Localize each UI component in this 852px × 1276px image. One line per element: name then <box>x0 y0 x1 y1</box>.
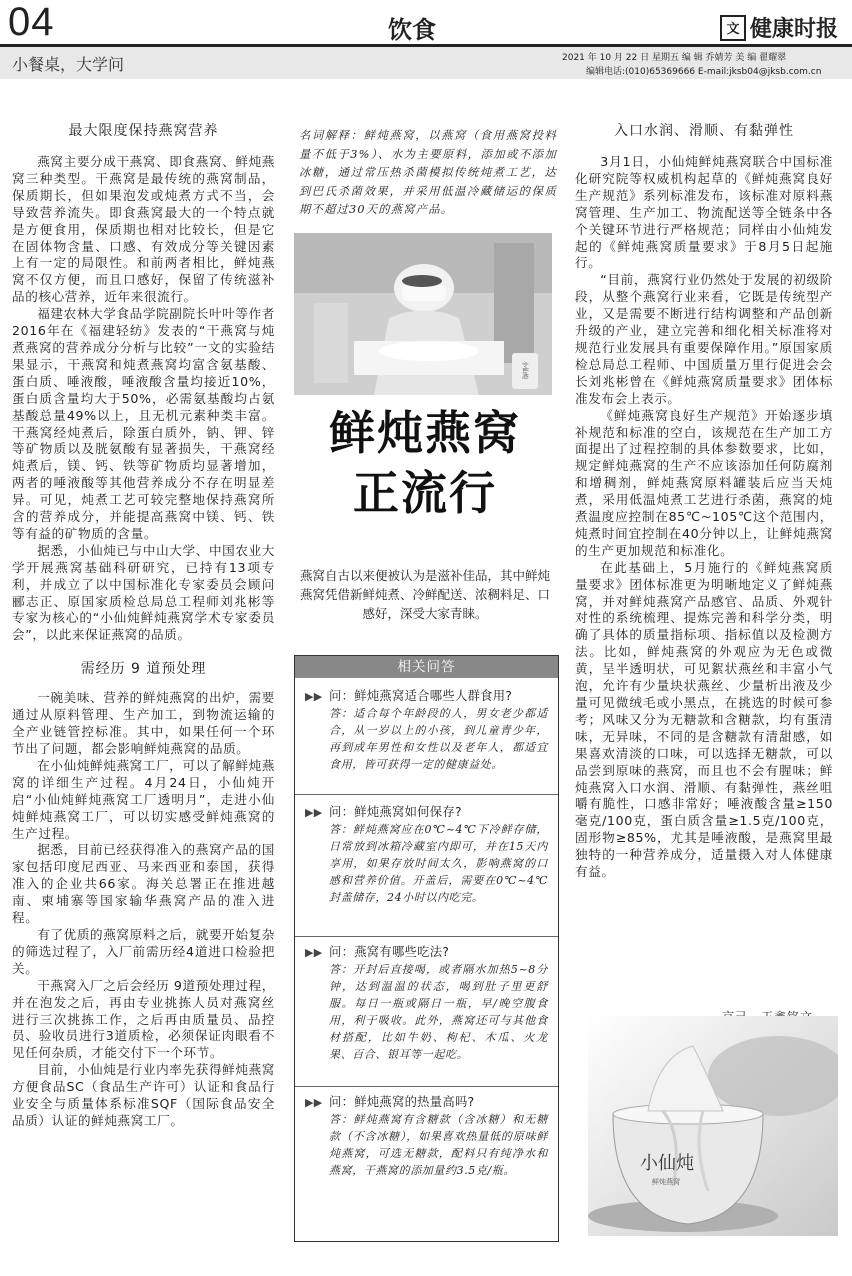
bottle-sublabel: 鲜炖燕窝 <box>652 1178 680 1186</box>
bottle-label: 小仙炖 <box>640 1153 694 1174</box>
column-right <box>575 120 833 881</box>
headline-line2: 正流行 <box>353 466 497 520</box>
paragraph: 一碗美味、营养的鲜炖燕窝的出炉，需要通过从原料管理、生产加工，到物流运输的全产业链管控标准。其中，如果任何一个环节出了问题，都会影响鲜炖燕窝的品质。 <box>12 690 275 756</box>
arrow-right-icon: ▶▶ <box>305 806 323 819</box>
paragraph: 在小仙炖鲜炖燕窝工厂，可以了解鲜炖燕窝的详细生产过程。4月24日，小仙炖开启“小仙炖鲜炖燕窝工厂透明月”，走进小仙炖鲜炖燕窝工厂，可以切实感受鲜炖燕窝的生产过程。 <box>12 757 275 841</box>
paragraph: 燕窝主要分成干燕窝、即食燕窝、鲜炖燕窝三种类型。干燕窝是最传统的燕窝制品，保质期长，但如果泡发或炖煮方式不当，会导致营养流失。即食燕窝最大的一个特点就是方便食用，保质期也相对比较长，但是它在固体物含量、口感、有效成分等关键因素上有一定的局限性。和前两者相比，鲜炖燕窝不仅方便，而且口感好，保留了传统滋补品的核心营养，近年来很流行。 <box>12 154 275 305</box>
paragraph: 福建农林大学食品学院副院长叶叶等作者2016年在《福建轻纺》发表的“干燕窝与炖煮燕窝的营养成分分析与比较”一文的实验结果显示，干燕窝和炖煮燕窝均富含氨基酸、蛋白质、唾液酸，唾液酸含量均接近10%，蛋白质含量均大于50%，必需氨基酸均占氨基酸总量49%以上，且无机元素种类丰富。干燕窝经炖煮后，除蛋白质外，钠、钾、锌等矿物质以及胱氨酸有显著损失，干燕窝经炖煮后，镁、钙、铁等矿物质均显著增加，两者的唾液酸等其他营养成分不存在明显差异。可见，炖煮工艺可较完整地保持燕窝所含的营养成分，并能提高燕窝中镁、钙、铁等有益的矿物质的含量。 <box>12 306 275 541</box>
headline <box>300 403 550 523</box>
qa-divider <box>295 1086 558 1087</box>
page-number: 04 <box>8 0 55 44</box>
headline-deck: 燕窝自古以来便被认为是滋补佳品，其中鲜炖燕窝凭借新鲜炖煮、冷鲜配送、浓稠料足、口感好，深受大家青睐。 <box>300 568 551 621</box>
editor-contact: 编辑电话:(010)65369666 E-mail:jksb04@jksb.com.cn <box>586 67 822 77</box>
page-subtitle: 小餐桌，大学问 <box>12 55 125 74</box>
paragraph: 干燕窝入厂之后会经历 9道预处理过程，并在泡发之后，再由专业挑拣人员对燕窝丝进行三次挑拣工作，之后再由质量员、品控员、验收员进行3道质检，必须保证肉眼看不见任何杂质，才能交付下一个环节。 <box>12 977 275 1061</box>
qa-divider <box>295 794 558 795</box>
qa-question: ▶▶ 问：鲜炖燕窝的热量高吗? <box>305 1095 475 1109</box>
factory-worker-photo <box>294 233 552 395</box>
definition-note: 名词解释：鲜炖燕窝，以燕窝（食用燕窝投料量不低于3%）、水为主要原料，添加或不添加冰糖，通过常压热杀菌模拟传统炖煮工艺，达到巴氏杀菌效果，并采用低温冷藏储运的保质期不超过30天的燕窝产品。 <box>299 129 557 216</box>
qa-title: 相关问答 <box>295 656 558 678</box>
svg-text:小仙炖: 小仙炖 <box>521 361 528 380</box>
arrow-right-icon: ▶▶ <box>305 1096 323 1109</box>
qa-question: ▶▶ 问：鲜炖燕窝适合哪些人群食用? <box>305 689 513 703</box>
paragraph: 据悉，目前已经获得准入的燕窝产品的国家包括印度尼西亚、马来西亚和泰国，获得准入的企业共66家。海关总署正在推进越南、柬埔寨等国家输华燕窝产品的准入进程。 <box>12 842 275 926</box>
qa-question: ▶▶ 问：燕窝有哪些吃法? <box>305 945 450 959</box>
paragraph: “目前，燕窝行业仍然处于发展的初级阶段，从整个燕窝行业来看，它既是传统型产业，又是需要不断进行结构调整和产品创新升级的产业，建立完善和细化相关标准将对规范行业发展具有重要保障作用。”原国家质检总局总工程师、中国质量万里行促进会会长刘兆彬曾在《鲜炖燕窝质量要求》团体标准发布会上表示。 <box>575 272 833 406</box>
paragraph: 3月1日，小仙炖鲜炖燕窝联合中国标准化研究院等权威机构起草的《鲜炖燕窝良好生产规范》系列标准发布，该标准对原料燕窝管理、生产加工、物流配送等全链条中各个关键环节进行严格规范；同样由小仙炖发起的《鲜炖燕窝质量要求》于8月5日起施行。 <box>575 154 833 271</box>
qa-answer: 答：鲜炖燕窝有含糖款（含冰糖）和无糖款（不含冰糖），如果喜欢热量低的原味鲜炖燕窝，可选无糖款，配料只有纯净水和燕窝，干燕窝的添加量约3.5克/瓶。 <box>329 1113 548 1177</box>
qa-box <box>294 655 559 1242</box>
arrow-right-icon: ▶▶ <box>305 946 323 959</box>
qa-question: ▶▶ 问：鲜炖燕窝如何保存? <box>305 805 462 819</box>
section-title: 饮食 <box>388 15 436 44</box>
logo-icon: 文 <box>720 15 746 41</box>
paragraph: 据悉，小仙炖已与中山大学、中国农业大学开展燕窝基础科研研究，已持有13项专利，并成立了以中国标准化专家委员会顾问郦志正、原国家质检总局总工程师刘兆彬等专家为核心的“小仙炖鲜炖燕窝学术专家委员会”，以此来保证燕窝的品质。 <box>12 542 275 643</box>
issue-info: 2021 年 10 月 22 日 星期五 编 辑 乔婧芳 美 编 翟耀翠 <box>562 53 787 63</box>
bird-nest-bottle-photo <box>588 1016 838 1236</box>
qa-item <box>295 1094 558 1179</box>
qa-answer: 答：适合每个年龄段的人，男女老少都适合，从一岁以上的小孩，到儿童青少年，再到成年男性和女性以及老年人，都适宜食用，皆可获得一定的健康益处。 <box>329 707 548 771</box>
paragraph: 目前，小仙炖是行业内率先获得鲜炖燕窝方便食品SC（食品生产许可）认证和食品行业安全与质量体系标准SQF（国际食品安全品质）认证的鲜炖燕窝工厂。 <box>12 1062 275 1128</box>
newspaper-logo <box>720 12 838 43</box>
qa-item <box>295 688 558 773</box>
heading-nutrition: 最大限度保持燕窝营养 <box>68 123 219 139</box>
headline-line1: 鲜炖燕窝 <box>329 406 521 460</box>
logo-text: 健康时报 <box>750 16 839 42</box>
qa-answer: 答：开封后直接喝，或者隔水加热5~8分钟，达到温温的状态，喝到肚子里更舒服。每日一瓶或隔日一瓶，早/晚空腹食用，利于吸收。此外，燕窝还可与其他食材搭配，比如牛奶、枸杞、木瓜、火龙果、百合、银耳等一起吃。 <box>329 963 548 1061</box>
qa-answer: 答：鲜炖燕窝应在0℃~4℃下冷鲜存储，日常放到冰箱冷藏室内即可，并在15天内享用，如果存放时间太久，影响燕窝的口感和营养价值。开盖后，需要在0℃~4℃封盖储存，24小时以内吃完。 <box>329 823 548 904</box>
paragraph: 有了优质的燕窝原料之后，就要开始复杂的筛选过程了，入厂前需历经4道进口检验把关。 <box>12 926 275 976</box>
heading-texture: 入口水润、滑顺、有黏弹性 <box>614 123 794 139</box>
column-left <box>12 120 275 1130</box>
qa-item <box>295 944 558 1063</box>
qa-divider <box>295 936 558 937</box>
paragraph: 《鲜炖燕窝良好生产规范》开始逐步填补规范和标准的空白，该规范在生产加工方面提出了过程控制的具体参数要求，比如，规定鲜炖燕窝的生产不应该添加任何防腐剂和增稠剂，鲜炖燕窝原料罐装后应当天炖煮，采用低温炖煮工艺进行杀菌，燕窝的炖煮温度应控制在85℃~105℃这个范围内，炖煮时间宜控制在40分钟以上，让鲜炖燕窝的生产更加规范和标准化。 <box>575 407 833 558</box>
arrow-right-icon: ▶▶ <box>305 690 323 703</box>
paragraph: 在此基础上，5月施行的《鲜炖燕窝质量要求》团体标准更为明晰地定义了鲜炖燕窝，并对鲜炖燕窝产品感官、品质、外观针对性的系统梳理、提炼完善和科学分类，明确了具体的质量指标项、指标值以及检测方法。比如，鲜炖燕窝的外观应为无色或微黄，呈半透明状，可见絮状燕丝和丰富小气泡，允许有少量块状燕丝、少量析出液及少量可见微绒毛或小黑点，在挑选的时候可参考；风味又分为无糖款和含糖款，均有蛋清味，无异味，不同的是含糖款有清甜感，如果喜欢清淡的口味，可以选择无糖款，可以品尝到原味的燕窝，而且也不会有腥味；鲜炖燕窝入口水润、滑顺、有黏弹性，燕丝咀嚼有脆性，口感非常好；唾液酸含量≥150毫克/100克，蛋白质含量≥1.5克/100克，固形物≥85%，尤其是唾液酸，是燕窝里最独特的一种营养成分，适量摄入对人体健康有益。 <box>575 559 833 880</box>
heading-pretreatment: 需经历 9 道预处理 <box>80 661 207 678</box>
qa-item <box>295 804 558 906</box>
